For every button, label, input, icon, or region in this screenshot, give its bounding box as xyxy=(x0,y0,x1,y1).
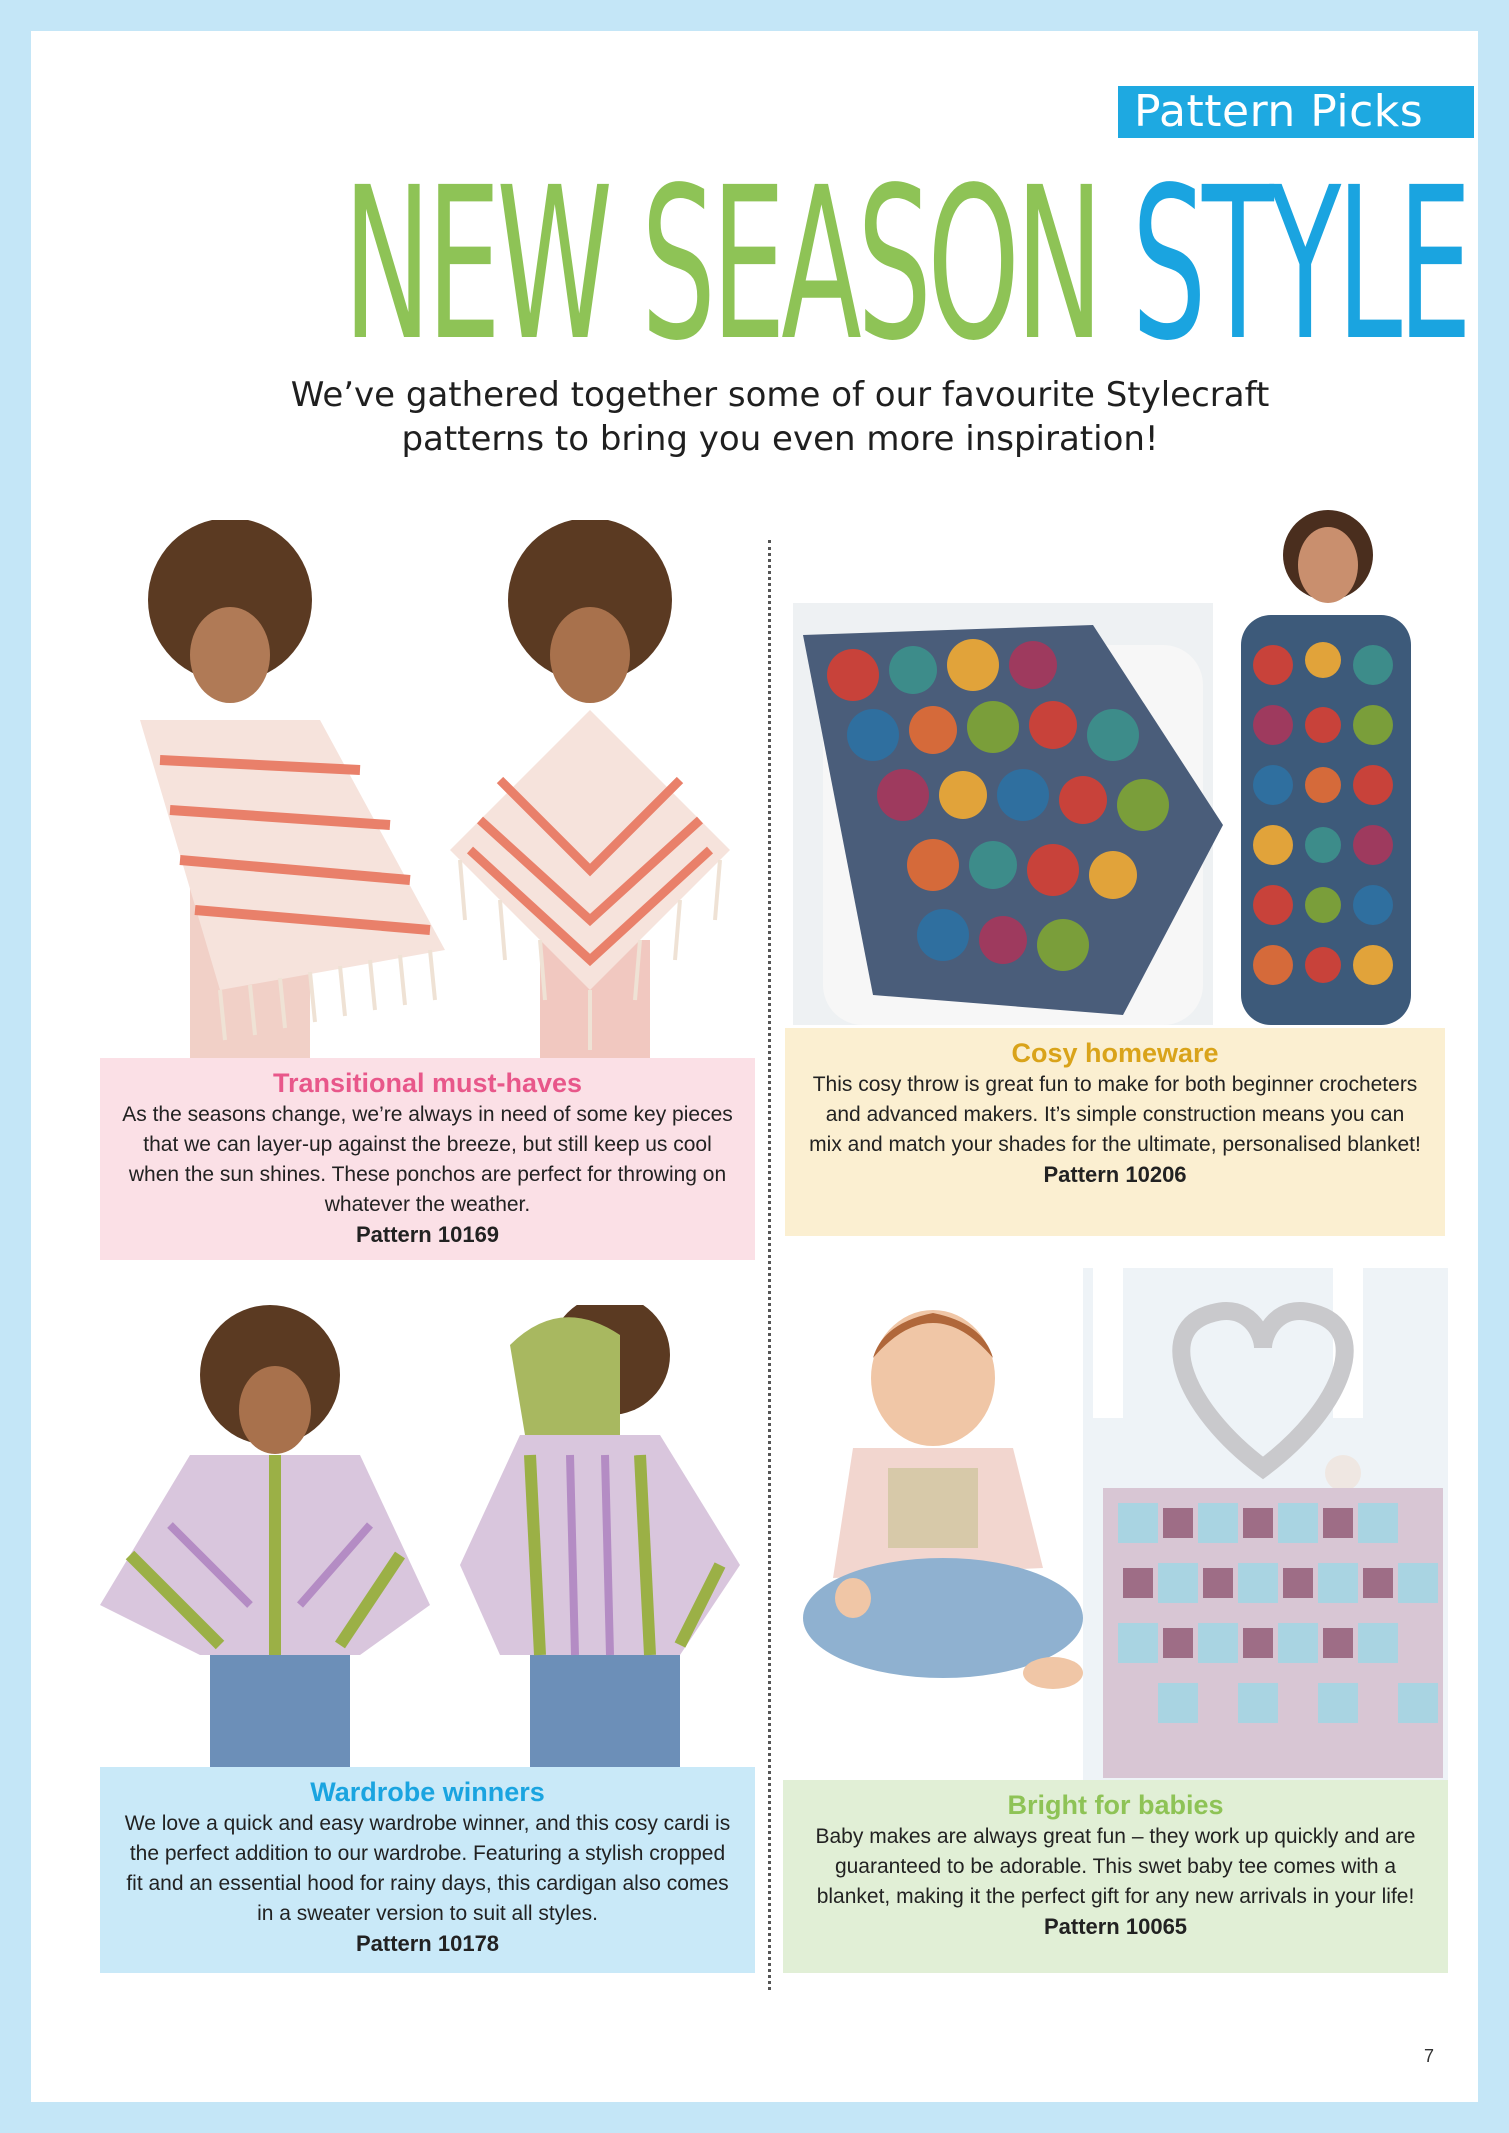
caption-title: Transitional must-haves xyxy=(272,1068,583,1098)
poncho-photo xyxy=(100,520,755,1058)
caption-cosy xyxy=(785,1028,1445,1236)
subhead-line-2: patterns to bring you even more inspiration! xyxy=(401,419,1159,459)
page-number: 7 xyxy=(1424,2046,1435,2066)
pattern-number: Pattern 10065 xyxy=(1043,1914,1188,1939)
pattern-number: Pattern 10206 xyxy=(1043,1162,1187,1187)
pattern-number: Pattern 10178 xyxy=(355,1931,500,1956)
blanket-photo xyxy=(793,495,1445,1025)
caption-body: We love a quick and easy wardrobe winner, and this cosy cardi is the perfect addition to our wardrobe. Featuring a stylish cropped fit and an essential hood for rainy days, this cardigan also comes in a sweater version to suit all styles. xyxy=(124,1812,731,1925)
page-headline xyxy=(343,142,1468,387)
caption-body: As the seasons change, we’re always in need of some key pieces that we can layer-up against the breeze, but still keep us cool when the sun shines. These ponchos are perfect for throwing on whatever the weather. xyxy=(122,1103,733,1216)
section-tag: Pattern Picks xyxy=(1118,86,1474,138)
subhead-line-1: We’ve gathered together some of our favourite Stylecraft xyxy=(290,375,1270,415)
caption-body: Baby makes are always great fun – they work up quickly and are guaranteed to be adorable. This swet baby tee comes with a blanket, making it the perfect gift for any new arrivals in your life! xyxy=(815,1825,1416,1908)
caption-title: Cosy homeware xyxy=(1011,1038,1219,1068)
headline-part-2: STYLE xyxy=(1131,142,1468,387)
cardigan-photo xyxy=(100,1305,755,1767)
caption-wardrobe xyxy=(100,1767,755,1973)
caption-transitional xyxy=(100,1058,755,1260)
caption-babies xyxy=(783,1780,1448,1973)
caption-title: Wardrobe winners xyxy=(310,1777,545,1807)
caption-title: Bright for babies xyxy=(1007,1790,1224,1820)
column-divider xyxy=(768,540,771,1990)
page-subhead xyxy=(200,373,1360,461)
pattern-number: Pattern 10169 xyxy=(355,1222,500,1247)
headline-part-1: NEW SEASON xyxy=(343,142,1099,387)
caption-body: This cosy throw is great fun to make for both beginner crocheters and advanced makers. It’s simple construction means you can mix and match your shades for the ultimate, personalised blanket! xyxy=(809,1073,1421,1156)
baby-photo xyxy=(793,1268,1448,1780)
